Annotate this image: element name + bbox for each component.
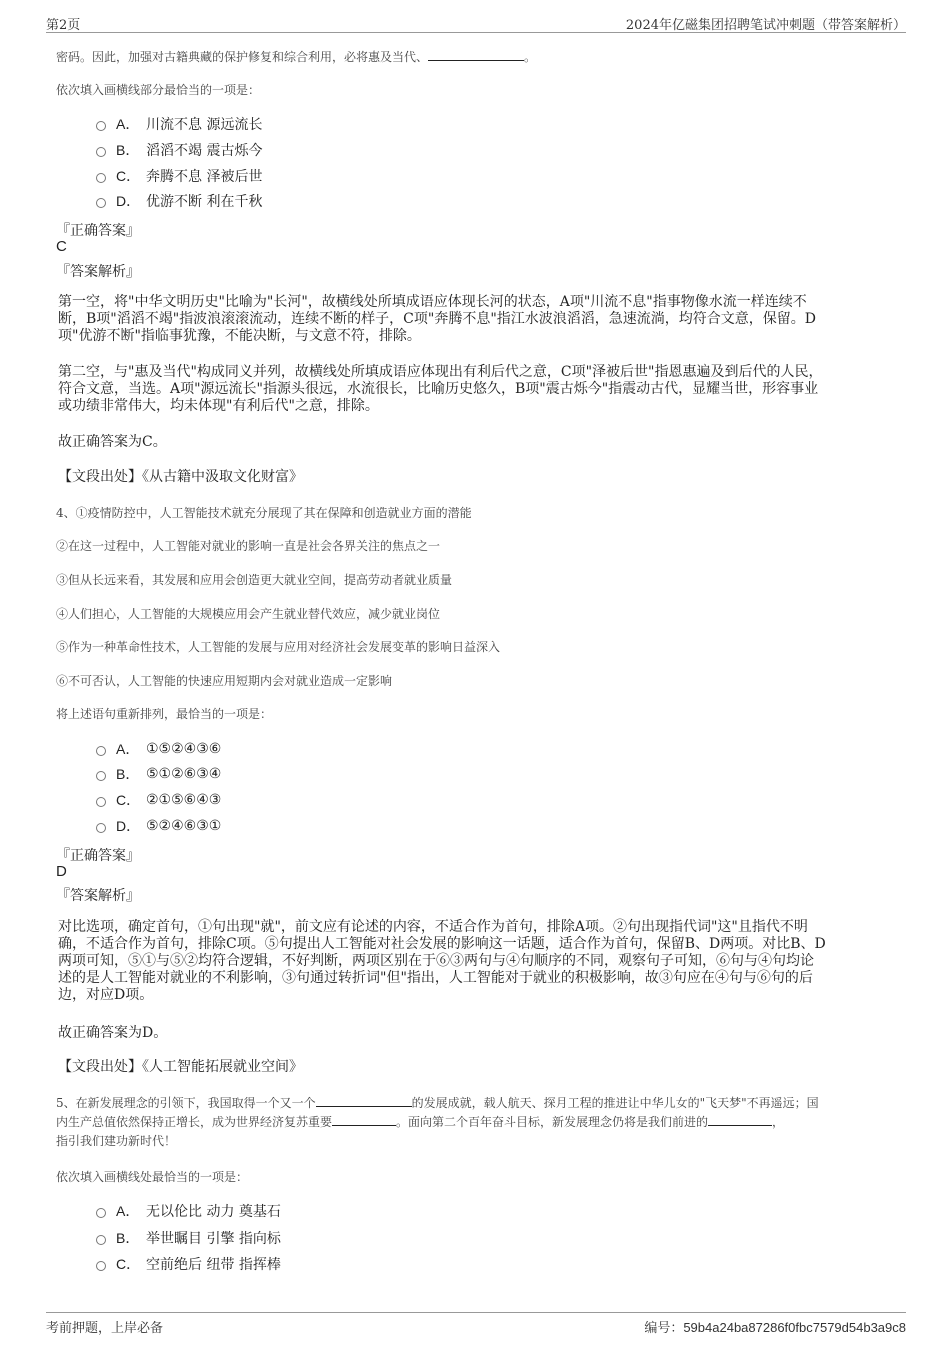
q3-analysis-paragraph-2: 第二空，与"惠及当代"构成同义并列，故横线处所填成语应体现出有利后代之意，C项"泽被后世"指恩惠遍及到后代的人民， 符合文意，当选。A项"源远流长"指源头很远，水流很长，比喻历史悠久，B项"震古烁今"指震动古代，显耀当世，形容事业 或功绩非常伟大，均未体现"有利后代"之意，排除。	[58, 364, 823, 414]
page-number: 第2页	[46, 18, 81, 33]
q4-analysis-paragraph: 对比选项，确定首句，①句出现"就"，前文应有论述的内容，不适合作为首句，排除A项。②句出现指代词"这"且指代不明 确，不适合作为首句，排除C项。⑤句提出人工智能对社会发展的影响这一话题，适合作为首句，保留B、D两项。对比B、D 两项可知，⑤①与⑤②均符合逻辑，不好判断，两项区别在于⑥③两句与④句顺序的不同，观察句子可知，⑥句与④句均论 述的是人工智能对就业的不利影响，③句通过转折词"但"指出，人工智能对于就业的积极影响，故③句应在④句与⑥句的后 边，对应D项。	[58, 919, 826, 1003]
q3-option-c[interactable]: C． 奔腾不息 泽被后世	[96, 166, 262, 186]
radio-icon[interactable]	[96, 1235, 106, 1245]
q5-option-b[interactable]: B． 举世瞩目 引擎 指向标	[96, 1228, 281, 1248]
q4-option-a[interactable]: A． ①⑤②④③⑥	[96, 739, 221, 759]
q3-answer: C	[56, 238, 67, 255]
q4-sentence-2: ②在这一过程中，人工智能对就业的影响一直是社会各界关注的焦点之一	[56, 539, 441, 553]
q5-stem: 5、在新发展理念的引领下，我国取得一个又一个 的发展成就，载人航天、探月工程的推进让中华儿女的"飞天梦"不再遥远；国 内生产总值依然保持正增长，成为世界经济复苏重要 。面向第二个百年奋斗目标，新发展理念仍将是我们前进的 ， 指引我们建功新时代！	[56, 1096, 819, 1148]
radio-icon[interactable]	[96, 746, 106, 756]
document-code: 编号：59b4a24ba87286f0fbc7579d54b3a9c8	[644, 1320, 906, 1336]
q4-option-d[interactable]: D． ⑤②④⑥③①	[96, 816, 221, 836]
q4-sentence-3: ③但从长远来看，其发展和应用会创造更大就业空间，提高劳动者就业质量	[56, 573, 453, 587]
q4-instruction: 将上述语句重新排列，最恰当的一项是：	[56, 707, 273, 721]
q5-option-c[interactable]: C． 空前绝后 纽带 指挥棒	[96, 1254, 281, 1274]
q4-sentence-1: 4、①疫情防控中，人工智能技术就充分展现了其在保障和创造就业方面的潜能	[56, 506, 472, 520]
q4-sentence-5: ⑤作为一种革命性技术，人工智能的发展与应用对经济社会发展变革的影响日益深入	[56, 640, 501, 654]
q3-source: 【文段出处】《从古籍中汲取文化财富》	[58, 469, 303, 485]
q4-option-c[interactable]: C． ②①⑤⑥④③	[96, 790, 221, 810]
blank	[708, 1113, 772, 1126]
q3-answer-label: 『正确答案』	[56, 223, 140, 239]
q3-instruction: 依次填入画横线部分最恰当的一项是：	[56, 83, 261, 97]
radio-icon[interactable]	[96, 147, 106, 157]
radio-icon[interactable]	[96, 173, 106, 183]
radio-icon[interactable]	[96, 1208, 106, 1218]
q3-conclusion: 故正确答案为C。	[58, 434, 167, 450]
blank	[316, 1094, 412, 1107]
q4-analysis-label: 『答案解析』	[56, 888, 140, 904]
q4-option-b[interactable]: B． ⑤①②⑥③④	[96, 764, 221, 784]
radio-icon[interactable]	[96, 797, 106, 807]
q3-option-b[interactable]: B． 滔滔不竭 震古烁今	[96, 140, 262, 160]
q4-sentence-4: ④人们担心，人工智能的大规模应用会产生就业替代效应，减少就业岗位	[56, 607, 441, 621]
q3-tail: 密码。因此，加强对古籍典藏的保护修复和综合利用，必将惠及当代、 。	[56, 50, 537, 64]
q3-analysis-paragraph-1: 第一空，将"中华文明历史"比喻为"长河"，故横线处所填成语应体现长河的状态，A项"川流不息"指事物像水流一样连续不 断，B项"滔滔不竭"指波浪滚滚流动，连续不断的样子，C项"奔腾不息"指江水波浪滔滔，急速流淌，均符合文意，保留。D 项"优游不断"指临事犹豫，不能决断，与文意不符，排除。	[58, 294, 816, 344]
q4-answer-label: 『正确答案』	[56, 848, 140, 864]
q3-option-d[interactable]: D． 优游不断 利在千秋	[96, 191, 262, 211]
q3-analysis-label: 『答案解析』	[56, 264, 140, 280]
radio-icon[interactable]	[96, 823, 106, 833]
radio-icon[interactable]	[96, 1261, 106, 1271]
q5-option-a[interactable]: A． 无以伦比 动力 奠基石	[96, 1201, 281, 1221]
radio-icon[interactable]	[96, 121, 106, 131]
radio-icon[interactable]	[96, 771, 106, 781]
q4-answer: D	[56, 863, 67, 880]
blank	[332, 1113, 396, 1126]
q4-source: 【文段出处】《人工智能拓展就业空间》	[58, 1059, 303, 1075]
page-footer	[46, 1312, 906, 1337]
q3-option-a[interactable]: A． 川流不息 源远流长	[96, 114, 262, 134]
q5-instruction: 依次填入画横线处最恰当的一项是：	[56, 1170, 249, 1184]
q4-sentence-6: ⑥不可否认，人工智能的快速应用短期内会对就业造成一定影响	[56, 674, 393, 688]
page-header	[46, 12, 906, 33]
footer-slogan: 考前押题，上岸必备	[46, 1321, 164, 1336]
document-title: 2024年亿磁集团招聘笔试冲刺题（带答案解析）	[625, 18, 906, 33]
blank	[428, 48, 524, 61]
radio-icon[interactable]	[96, 198, 106, 208]
q4-conclusion: 故正确答案为D。	[58, 1025, 168, 1041]
